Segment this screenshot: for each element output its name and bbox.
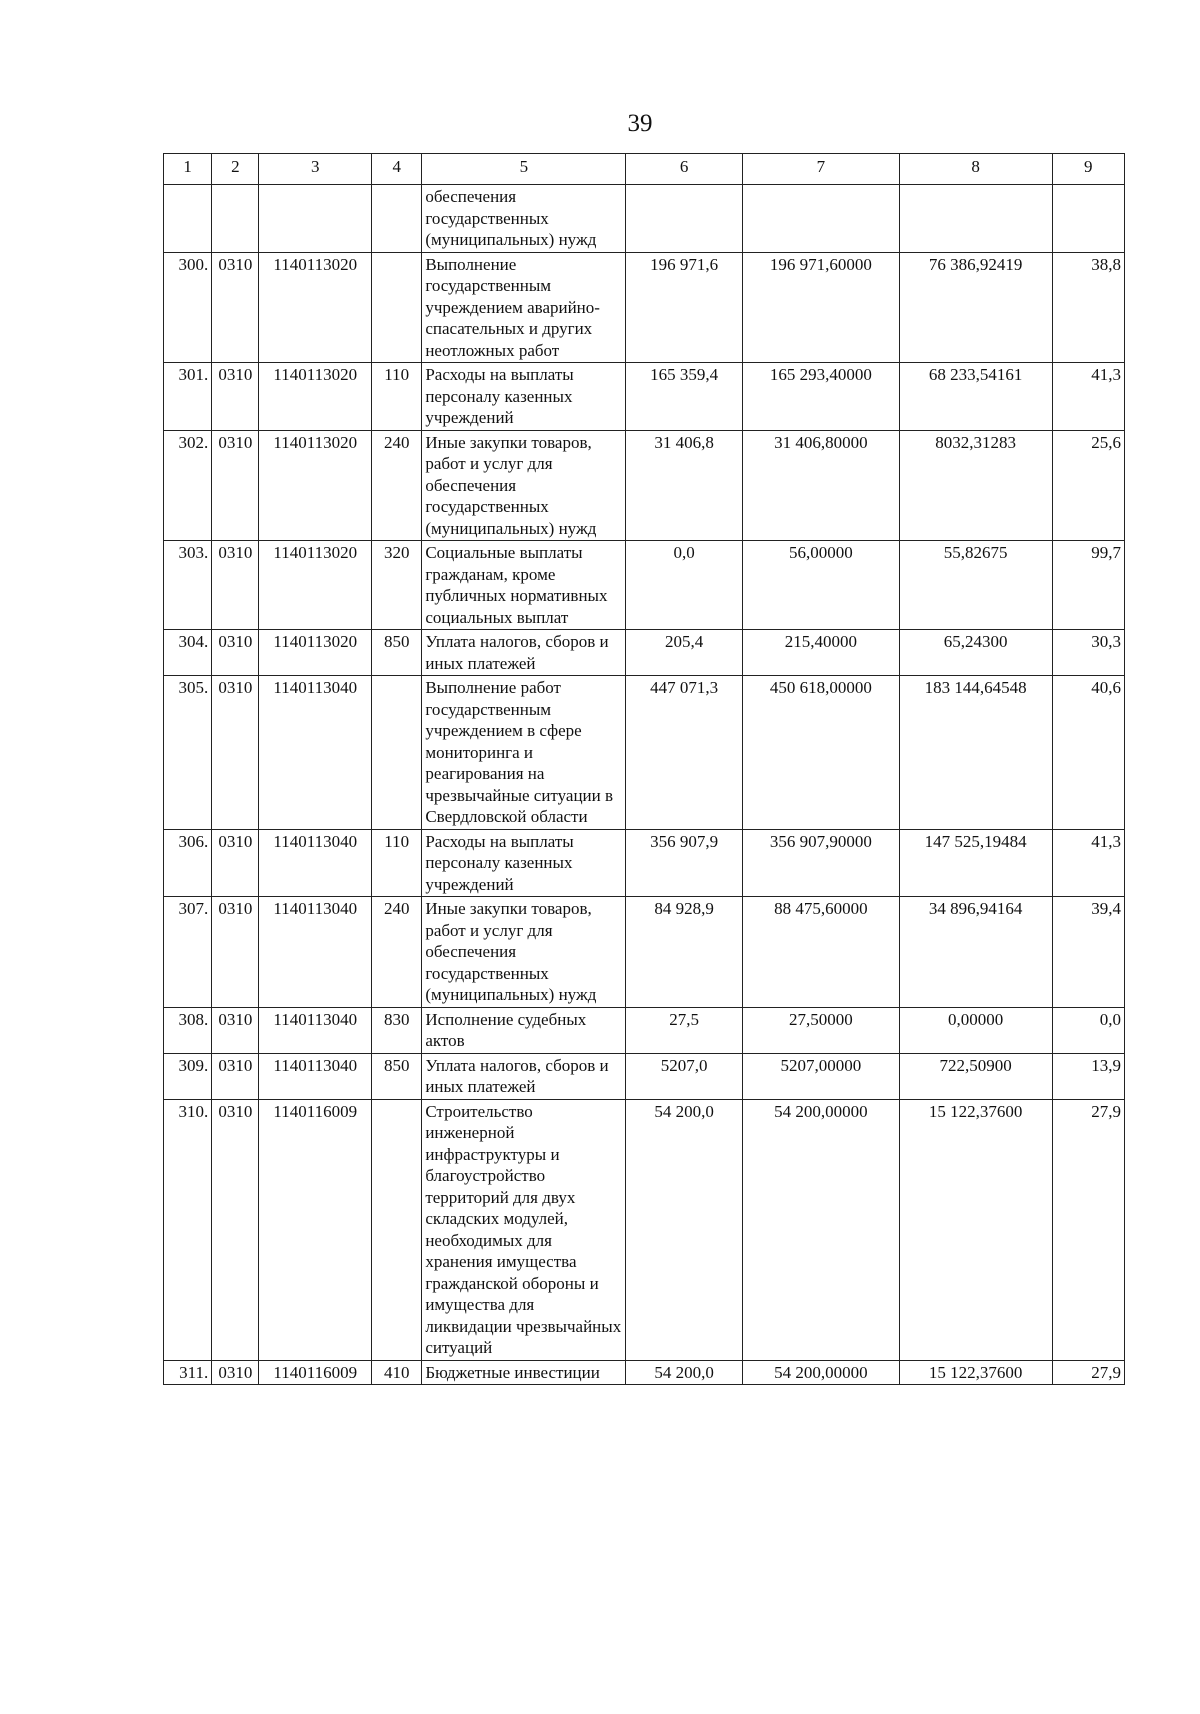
target-article-code: 1140113020 bbox=[259, 541, 372, 630]
expense-type-code bbox=[372, 252, 422, 363]
section-code: 0310 bbox=[212, 829, 259, 897]
row-number: 301. bbox=[164, 363, 212, 431]
table-row bbox=[164, 897, 1125, 1008]
executed-amount: 15 122,37600 bbox=[899, 1099, 1052, 1360]
approved-amount: 31 406,8 bbox=[626, 430, 743, 541]
column-header: 6 bbox=[626, 154, 743, 185]
section-code: 0310 bbox=[212, 630, 259, 676]
column-header: 1 bbox=[164, 154, 212, 185]
column-header: 8 bbox=[899, 154, 1052, 185]
section-code: 0310 bbox=[212, 676, 259, 830]
expense-type-code bbox=[372, 1099, 422, 1360]
approved-amount: 165 359,4 bbox=[626, 363, 743, 431]
expense-type-code: 850 bbox=[372, 630, 422, 676]
executed-amount: 34 896,94164 bbox=[899, 897, 1052, 1008]
item-name: обеспечения государственных (муниципальных) нужд bbox=[422, 185, 626, 253]
item-name: Расходы на выплаты персоналу казенных учреждений bbox=[422, 829, 626, 897]
execution-percent: 41,3 bbox=[1052, 363, 1124, 431]
revised-amount bbox=[742, 185, 899, 253]
target-article-code: 1140113040 bbox=[259, 1053, 372, 1099]
executed-amount: 15 122,37600 bbox=[899, 1360, 1052, 1385]
execution-percent: 38,8 bbox=[1052, 252, 1124, 363]
target-article-code bbox=[259, 185, 372, 253]
column-header: 2 bbox=[212, 154, 259, 185]
approved-amount: 356 907,9 bbox=[626, 829, 743, 897]
table-row bbox=[164, 676, 1125, 830]
table-body bbox=[164, 185, 1125, 1385]
table-row bbox=[164, 829, 1125, 897]
target-article-code: 1140113020 bbox=[259, 363, 372, 431]
table-row bbox=[164, 1099, 1125, 1360]
expense-type-code: 850 bbox=[372, 1053, 422, 1099]
executed-amount: 0,00000 bbox=[899, 1007, 1052, 1053]
revised-amount: 54 200,00000 bbox=[742, 1099, 899, 1360]
expense-type-code: 110 bbox=[372, 363, 422, 431]
execution-percent: 25,6 bbox=[1052, 430, 1124, 541]
target-article-code: 1140113040 bbox=[259, 1007, 372, 1053]
section-code: 0310 bbox=[212, 430, 259, 541]
target-article-code: 1140113020 bbox=[259, 630, 372, 676]
row-number: 307. bbox=[164, 897, 212, 1008]
executed-amount: 183 144,64548 bbox=[899, 676, 1052, 830]
row-number: 309. bbox=[164, 1053, 212, 1099]
item-name: Социальные выплаты гражданам, кроме публичных нормативных социальных выплат bbox=[422, 541, 626, 630]
executed-amount: 722,50900 bbox=[899, 1053, 1052, 1099]
section-code: 0310 bbox=[212, 1360, 259, 1385]
row-number: 300. bbox=[164, 252, 212, 363]
header-row bbox=[164, 154, 1125, 185]
row-number bbox=[164, 185, 212, 253]
expense-type-code bbox=[372, 185, 422, 253]
expense-type-code: 410 bbox=[372, 1360, 422, 1385]
section-code: 0310 bbox=[212, 1007, 259, 1053]
section-code: 0310 bbox=[212, 363, 259, 431]
row-number: 311. bbox=[164, 1360, 212, 1385]
expense-type-code: 320 bbox=[372, 541, 422, 630]
revised-amount: 56,00000 bbox=[742, 541, 899, 630]
table-row bbox=[164, 185, 1125, 253]
execution-percent: 30,3 bbox=[1052, 630, 1124, 676]
revised-amount: 450 618,00000 bbox=[742, 676, 899, 830]
column-header: 3 bbox=[259, 154, 372, 185]
table-row bbox=[164, 1053, 1125, 1099]
table-row bbox=[164, 430, 1125, 541]
execution-percent: 0,0 bbox=[1052, 1007, 1124, 1053]
row-number: 304. bbox=[164, 630, 212, 676]
revised-amount: 31 406,80000 bbox=[742, 430, 899, 541]
table-row bbox=[164, 363, 1125, 431]
item-name: Выполнение государственным учреждением аварийно-спасательных и других неотложных работ bbox=[422, 252, 626, 363]
approved-amount: 447 071,3 bbox=[626, 676, 743, 830]
item-name: Иные закупки товаров, работ и услуг для обеспечения государственных (муниципальных) нужд bbox=[422, 897, 626, 1008]
expense-type-code: 240 bbox=[372, 430, 422, 541]
target-article-code: 1140113040 bbox=[259, 829, 372, 897]
execution-percent: 99,7 bbox=[1052, 541, 1124, 630]
approved-amount bbox=[626, 185, 743, 253]
section-code: 0310 bbox=[212, 1053, 259, 1099]
section-code bbox=[212, 185, 259, 253]
execution-percent bbox=[1052, 185, 1124, 253]
table-row bbox=[164, 252, 1125, 363]
expense-type-code: 830 bbox=[372, 1007, 422, 1053]
target-article-code: 1140116009 bbox=[259, 1360, 372, 1385]
executed-amount: 147 525,19484 bbox=[899, 829, 1052, 897]
table-row bbox=[164, 1360, 1125, 1385]
revised-amount: 165 293,40000 bbox=[742, 363, 899, 431]
revised-amount: 88 475,60000 bbox=[742, 897, 899, 1008]
approved-amount: 84 928,9 bbox=[626, 897, 743, 1008]
section-code: 0310 bbox=[212, 897, 259, 1008]
target-article-code: 1140113020 bbox=[259, 430, 372, 541]
approved-amount: 5207,0 bbox=[626, 1053, 743, 1099]
table-row bbox=[164, 1007, 1125, 1053]
executed-amount: 8032,31283 bbox=[899, 430, 1052, 541]
expense-type-code: 240 bbox=[372, 897, 422, 1008]
item-name: Иные закупки товаров, работ и услуг для обеспечения государственных (муниципальных) нужд bbox=[422, 430, 626, 541]
column-header: 4 bbox=[372, 154, 422, 185]
table-row bbox=[164, 630, 1125, 676]
execution-percent: 27,9 bbox=[1052, 1360, 1124, 1385]
revised-amount: 27,50000 bbox=[742, 1007, 899, 1053]
expense-type-code bbox=[372, 676, 422, 830]
approved-amount: 196 971,6 bbox=[626, 252, 743, 363]
item-name: Строительство инженерной инфраструктуры и благоустройство территорий для двух складских модулей, необходимых для хранения имущества гражданской обороны и имущества для ликвидации чрезвычайных ситуаций bbox=[422, 1099, 626, 1360]
target-article-code: 1140113040 bbox=[259, 676, 372, 830]
executed-amount: 76 386,92419 bbox=[899, 252, 1052, 363]
executed-amount: 55,82675 bbox=[899, 541, 1052, 630]
item-name: Уплата налогов, сборов и иных платежей bbox=[422, 1053, 626, 1099]
table-row bbox=[164, 541, 1125, 630]
column-header: 7 bbox=[742, 154, 899, 185]
executed-amount: 65,24300 bbox=[899, 630, 1052, 676]
approved-amount: 54 200,0 bbox=[626, 1360, 743, 1385]
page-number: 39 bbox=[627, 110, 653, 137]
execution-percent: 40,6 bbox=[1052, 676, 1124, 830]
approved-amount: 54 200,0 bbox=[626, 1099, 743, 1360]
column-header: 5 bbox=[422, 154, 626, 185]
item-name: Расходы на выплаты персоналу казенных учреждений bbox=[422, 363, 626, 431]
approved-amount: 205,4 bbox=[626, 630, 743, 676]
section-code: 0310 bbox=[212, 252, 259, 363]
executed-amount bbox=[899, 185, 1052, 253]
revised-amount: 54 200,00000 bbox=[742, 1360, 899, 1385]
item-name: Бюджетные инвестиции bbox=[422, 1360, 626, 1385]
target-article-code: 1140113040 bbox=[259, 897, 372, 1008]
execution-percent: 39,4 bbox=[1052, 897, 1124, 1008]
section-code: 0310 bbox=[212, 541, 259, 630]
item-name: Выполнение работ государственным учреждением в сфере мониторинга и реагирования на чрезвычайные ситуации в Свердловской области bbox=[422, 676, 626, 830]
execution-percent: 13,9 bbox=[1052, 1053, 1124, 1099]
approved-amount: 27,5 bbox=[626, 1007, 743, 1053]
target-article-code: 1140116009 bbox=[259, 1099, 372, 1360]
revised-amount: 5207,00000 bbox=[742, 1053, 899, 1099]
item-name: Исполнение судебных актов bbox=[422, 1007, 626, 1053]
approved-amount: 0,0 bbox=[626, 541, 743, 630]
row-number: 305. bbox=[164, 676, 212, 830]
item-name: Уплата налогов, сборов и иных платежей bbox=[422, 630, 626, 676]
revised-amount: 215,40000 bbox=[742, 630, 899, 676]
row-number: 308. bbox=[164, 1007, 212, 1053]
execution-percent: 27,9 bbox=[1052, 1099, 1124, 1360]
execution-percent: 41,3 bbox=[1052, 829, 1124, 897]
row-number: 310. bbox=[164, 1099, 212, 1360]
budget-table bbox=[163, 153, 1125, 1385]
expense-type-code: 110 bbox=[372, 829, 422, 897]
revised-amount: 196 971,60000 bbox=[742, 252, 899, 363]
row-number: 306. bbox=[164, 829, 212, 897]
executed-amount: 68 233,54161 bbox=[899, 363, 1052, 431]
target-article-code: 1140113020 bbox=[259, 252, 372, 363]
row-number: 303. bbox=[164, 541, 212, 630]
row-number: 302. bbox=[164, 430, 212, 541]
revised-amount: 356 907,90000 bbox=[742, 829, 899, 897]
column-header: 9 bbox=[1052, 154, 1124, 185]
section-code: 0310 bbox=[212, 1099, 259, 1360]
